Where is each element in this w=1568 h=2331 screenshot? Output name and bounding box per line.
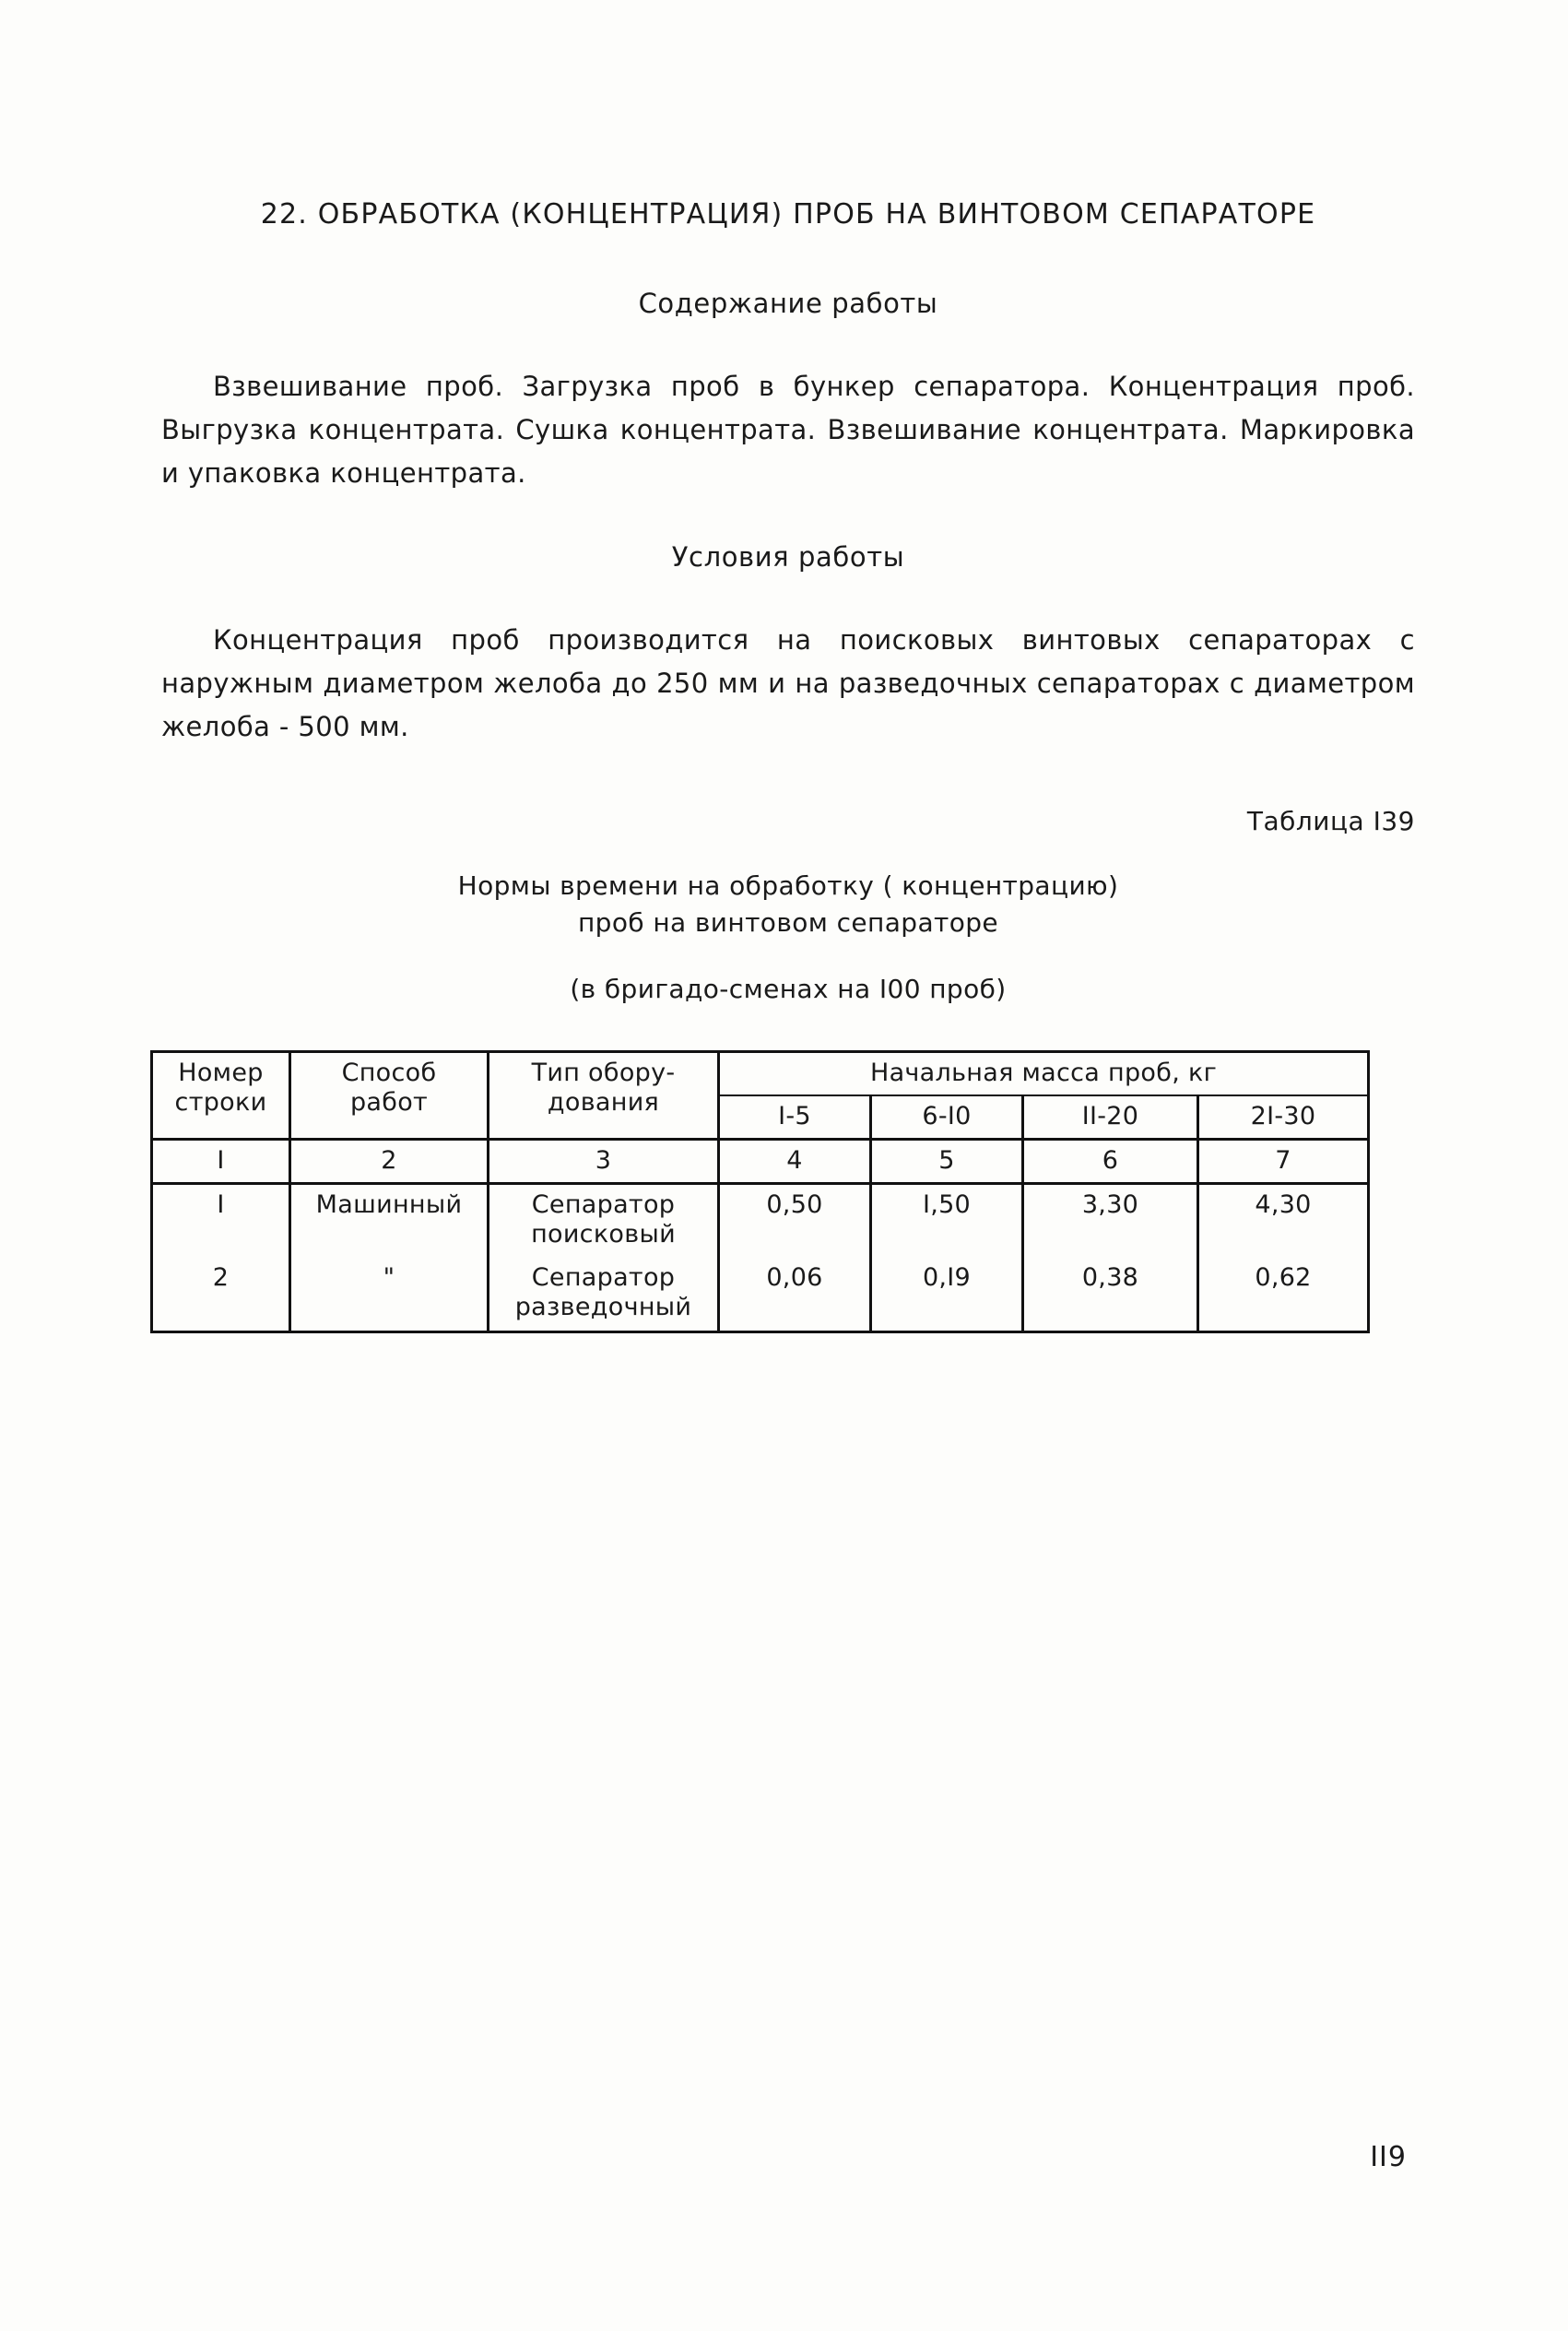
header-cell-equipment (489, 1052, 719, 1140)
header-line1: Номер (178, 1059, 264, 1087)
column-number-2: 2 (290, 1140, 489, 1184)
column-number-1: I (152, 1140, 290, 1184)
table-row (152, 1184, 1369, 1258)
cell-row-number: 2 (152, 1258, 290, 1331)
cell-equipment (489, 1184, 719, 1258)
header-line2: работ (349, 1088, 429, 1118)
header-cell-method (290, 1052, 489, 1140)
paragraph-text: Взвешивание проб. Загрузка проб в бункер сепаратора. Концентрация проб. Выгрузка концентрата. Сушка концентрата. Взвешивание концентрата. Маркировка и упаковка концентрата. (161, 371, 1415, 489)
cell-equipment-line1: Сепаратор (531, 1190, 676, 1219)
cell-method: Машинный (290, 1184, 489, 1258)
cell-value-4: 4,30 (1198, 1184, 1369, 1258)
column-number-5: 5 (871, 1140, 1023, 1184)
header-line2: дования (547, 1088, 660, 1118)
cell-equipment-line1: Сепаратор (531, 1262, 676, 1292)
header-line1: Тип обору- (531, 1059, 676, 1087)
column-number-7: 7 (1198, 1140, 1369, 1184)
cell-value-4: 0,62 (1198, 1258, 1369, 1331)
cell-value-2: I,50 (871, 1184, 1023, 1258)
header-cell-range-2: 6-I0 (871, 1095, 1023, 1140)
cell-row-number: I (152, 1184, 290, 1258)
header-cell-mass-group: Начальная масса проб, кг (719, 1052, 1369, 1096)
header-line1: Способ (341, 1059, 437, 1087)
column-number-4: 4 (719, 1140, 871, 1184)
cell-equipment (489, 1258, 719, 1331)
section-paragraph-content (161, 365, 1415, 495)
page-number: II9 (1370, 2141, 1407, 2173)
paragraph-text: Концентрация проб производится на поисковых винтовых сепараторах с наружным диаметром желоба до 250 мм и на разведочных сепараторах с диаметром желоба - 500 мм. (161, 623, 1415, 742)
norms-table (150, 1050, 1370, 1333)
cell-value-2: 0,I9 (871, 1258, 1023, 1331)
table-subtitle: (в бригадо-сменах на I00 проб) (570, 974, 1007, 1004)
cell-method: " (290, 1258, 489, 1331)
cell-value-1: 0,50 (719, 1184, 871, 1258)
page-title: 22. ОБРАБОТКА (КОНЦЕНТРАЦИЯ) ПРОБ НА ВИНТОВОМ СЕПАРАТОРЕ (260, 198, 1316, 231)
section-paragraph-conditions (161, 619, 1415, 749)
column-number-3: 3 (489, 1140, 719, 1184)
table-header-row-top (152, 1052, 1369, 1096)
section-heading-conditions: Условия работы (671, 540, 905, 573)
header-cell-range-3: II-20 (1023, 1095, 1198, 1140)
header-cell-range-4: 2I-30 (1198, 1095, 1369, 1140)
table-label: Таблица I39 (1246, 805, 1415, 836)
table-column-numbers-row (152, 1140, 1369, 1184)
cell-value-3: 0,38 (1023, 1258, 1198, 1331)
table-title-line1: Нормы времени на обработку ( концентрацию) (457, 870, 1119, 901)
cell-value-1: 0,06 (719, 1258, 871, 1331)
cell-equipment-line2: разведочный (514, 1293, 692, 1322)
cell-equipment-line2: поисковый (531, 1220, 676, 1249)
header-line2: строки (174, 1088, 267, 1118)
section-heading-content: Содержание работы (638, 288, 938, 319)
cell-value-3: 3,30 (1023, 1184, 1198, 1258)
table-title-line2: проб на винтовом сепараторе (577, 907, 999, 939)
table-title (161, 868, 1415, 942)
header-cell-range-1: I-5 (719, 1095, 871, 1140)
page-content (161, 198, 1415, 1333)
header-cell-row-number (152, 1052, 290, 1140)
table-row (152, 1258, 1369, 1331)
column-number-6: 6 (1023, 1140, 1198, 1184)
